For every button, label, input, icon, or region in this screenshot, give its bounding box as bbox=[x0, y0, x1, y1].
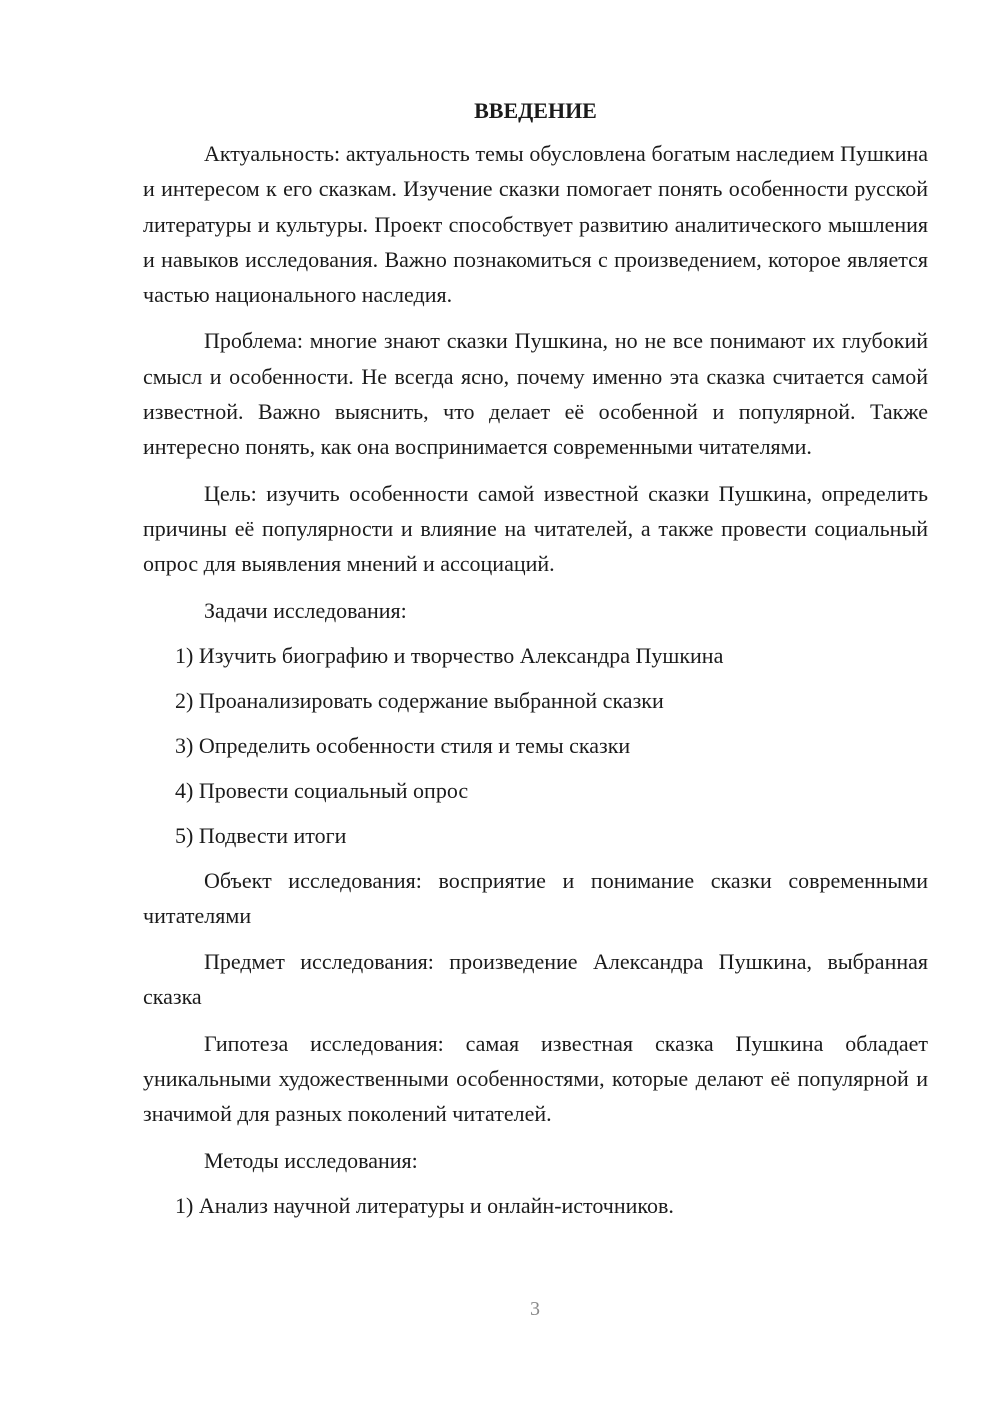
page-title: ВВЕДЕНИЕ bbox=[474, 98, 597, 123]
methods-heading: Методы исследования: bbox=[204, 1147, 418, 1173]
method-item: 1) Анализ научной литературы и онлайн-источников. bbox=[175, 1192, 674, 1218]
task-item: 1) Изучить биографию и творчество Александра Пушкина bbox=[175, 642, 724, 668]
paragraph-problem: Проблема: многие знают сказки Пушкина, но не все понимают их глубокий смысл и особенности. Не всегда ясно, почему именно эта сказка считается самой известной. Важно выяснить, что делает её особенной и популярной. Также интересно понять, как она воспринимается современными читателями. bbox=[143, 328, 928, 460]
task-item: 5) Подвести итоги bbox=[175, 822, 347, 848]
paragraph-goal: Цель: изучить особенности самой известной сказки Пушкина, определить причины её популярности и влияние на читателей, а также провести социальный опрос для выявления мнений и ассоциаций. bbox=[143, 480, 928, 577]
paragraph-object: Объект исследования: восприятие и понимание сказки современными читателями bbox=[143, 867, 928, 928]
tasks-heading: Задачи исследования: bbox=[204, 597, 407, 623]
paragraph-relevance: Актуальность: актуальность темы обусловлена богатым наследием Пушкина и интересом к его сказкам. Изучение сказки помогает понять особенности русской литературы и культуры. Проект способствует развитию аналитического мышления и навыков исследования. Важно познакомиться с произведением, которое является частью национального наследия. bbox=[143, 141, 928, 308]
page-number: 3 bbox=[530, 1298, 540, 1320]
paragraph-subject: Предмет исследования: произведение Александра Пушкина, выбранная сказка bbox=[143, 949, 928, 1010]
page-content bbox=[143, 95, 928, 1233]
paragraph-hypothesis: Гипотеза исследования: самая известная сказка Пушкина обладает уникальными художественными особенностями, которые делают её популярной и значимой для разных поколений читателей. bbox=[143, 1030, 928, 1127]
task-item: 2) Проанализировать содержание выбранной сказки bbox=[175, 687, 664, 713]
task-item: 3) Определить особенности стиля и темы сказки bbox=[175, 732, 631, 758]
task-item: 4) Провести социальный опрос bbox=[175, 777, 469, 803]
